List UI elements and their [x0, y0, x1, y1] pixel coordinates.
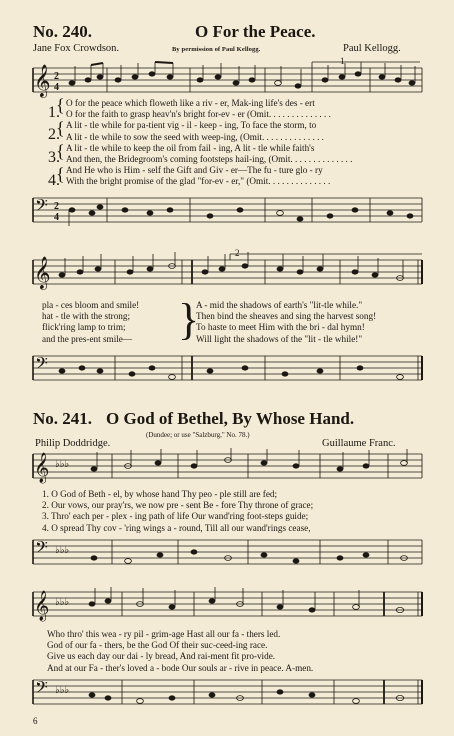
lyric-241-a-1: 1. O God of Beth - el, by whose hand Thy peo - ple still are fed; — [42, 489, 278, 499]
svg-text:𝄢: 𝄢 — [35, 679, 48, 701]
bass-staff-241-1 — [0, 534, 454, 574]
lyric-240-b-left-4: and the pres-ent smile— — [42, 333, 133, 344]
svg-text:2: 2 — [54, 201, 59, 212]
hymn-240-title: O For the Peace. — [195, 22, 316, 41]
lyric-241-b-1: Who thro' this wea - ry pil - grim-age Hast all our fa - thers led. — [47, 629, 281, 639]
lyric-240-a-8: With the bright promise of the glad "for-ev - er," (Omit. . . . . . . . . . . . . . — [66, 176, 331, 187]
lyric-240-a-3: A lit - tle while for pa-tient vig - il - keep - ing, To face the storm, to — [66, 120, 317, 131]
lyric-240-b-left-3: flick'ring lamp to trim; — [42, 322, 126, 333]
treble-staff-240-2 — [0, 250, 454, 300]
bass-clef-icon: 𝄢 — [35, 197, 48, 219]
svg-text:4: 4 — [54, 82, 59, 93]
lyric-240-a-7: And He who is Him - self the Gift and Giv - er—The fu - ture glo - ry — [66, 165, 323, 176]
lyric-240-b-left-1: pla - ces bloom and smile! — [42, 300, 140, 310]
hymn-241-title: O God of Bethel, By Whose Hand. — [106, 409, 355, 428]
svg-text:𝄞: 𝄞 — [34, 258, 51, 289]
verse-number-1: 1. — [48, 104, 60, 121]
lyric-240-a-4: A lit - tle while to sow the seed with weep-ing, (Omit. . . . . . . . . . . . . . — [66, 131, 324, 142]
treble-staff-241-1 — [0, 448, 454, 490]
bass-staff-240-1 — [0, 192, 454, 232]
lyric-240-a-2: O for the faith to grasp heav'n's bright for-ev - er (Omit. . . . . . . . . . . . . . — [66, 109, 331, 120]
svg-text:♭♭♭: ♭♭♭ — [55, 545, 70, 556]
svg-text:♭♭♭: ♭♭♭ — [55, 459, 70, 470]
hymn-240-permission: By permission of Paul Kellogg. — [172, 46, 261, 53]
svg-text:♭♭♭: ♭♭♭ — [55, 685, 70, 696]
svg-text:𝄞: 𝄞 — [34, 591, 50, 620]
svg-text:𝄢: 𝄢 — [35, 539, 48, 561]
verse-number-4: 4. — [48, 172, 60, 189]
lyric-241-b-3: Give us each day our dai - ly bread, And rai-ment fit pro-vide. — [47, 651, 276, 662]
bass-staff-240-2 — [0, 350, 454, 390]
treble-staff-241-2 — [0, 586, 454, 628]
page-number: 6 — [33, 716, 38, 726]
lyric-240-a-5: A lit - tle while to keep the oil from fail - ing, A lit - tle while faith's — [66, 142, 315, 153]
bass-staff-241-2 — [0, 674, 454, 714]
lyric-241-a-3: 3. Thro' each per - plex - ing path of life Our wand'ring foot-steps guide; — [42, 511, 309, 522]
hymn-241-author: Philip Doddridge. — [35, 438, 111, 449]
svg-text:4: 4 — [54, 212, 59, 223]
first-ending-mark: 1 — [340, 56, 345, 66]
lyric-241-b-4: And at our Fa - ther's loved a - bode Our souls ar - rive in peace. A-men. — [47, 662, 314, 673]
second-ending-mark: 2 — [235, 248, 240, 258]
verse-number-3: 3. — [48, 149, 60, 166]
lyric-241-a-4: 4. O spread Thy cov - 'ring wings a - round, Till all our wand'rings cease, — [42, 522, 311, 533]
verse-number-2: 2. — [48, 126, 60, 143]
lyric-240-b-right-4: Will light the shadows of the "lit - tle while!" — [196, 333, 363, 344]
svg-text:2: 2 — [54, 71, 59, 82]
hymn-241-tune-note: (Dundee; or use "Salzburg," No. 78.) — [146, 431, 250, 439]
hymn-241-composer: Guillaume Franc. — [322, 438, 396, 449]
lyric-240-a-1: O for the peace which floweth like a riv - er, Mak-ing life's des - ert — [66, 98, 315, 108]
svg-text:𝄞: 𝄞 — [34, 453, 50, 482]
hymn-240-number: No. 240. — [33, 22, 93, 41]
lyric-240-a-6: And then, the Bridegroom's coming footsteps hail-ing, (Omit. . . . . . . . . . . . . . — [66, 154, 353, 165]
lyric-241-a-2: 2. Our vows, our pray'rs, we now pre - sent Be - fore Thy throne of grace; — [42, 500, 314, 511]
hymn-240-author: Jane Fox Crowdson. — [33, 43, 120, 54]
lyric-240-b-right-1: A - mid the shadows of earth's "lit-tle while." — [196, 300, 363, 310]
lyric-240-b-right-2: Then bind the sheaves and sing the harvest song! — [196, 311, 377, 322]
treble-clef-icon: 𝄞 — [34, 66, 51, 97]
lyric-241-b-2: God of our fa - thers, be the God Of their suc-ceed-ing race. — [47, 640, 268, 651]
lyric-240-b-right-3: To haste to meet Him with the bri - dal hymn! — [196, 322, 365, 333]
svg-text:♭♭♭: ♭♭♭ — [55, 597, 70, 608]
hymn-241-number: No. 241. — [33, 409, 93, 428]
hymn-240-composer: Paul Kellogg. — [343, 43, 401, 54]
lyric-240-b-left-2: hat - tle with the strong; — [42, 311, 131, 322]
svg-text:𝄢: 𝄢 — [35, 355, 48, 377]
